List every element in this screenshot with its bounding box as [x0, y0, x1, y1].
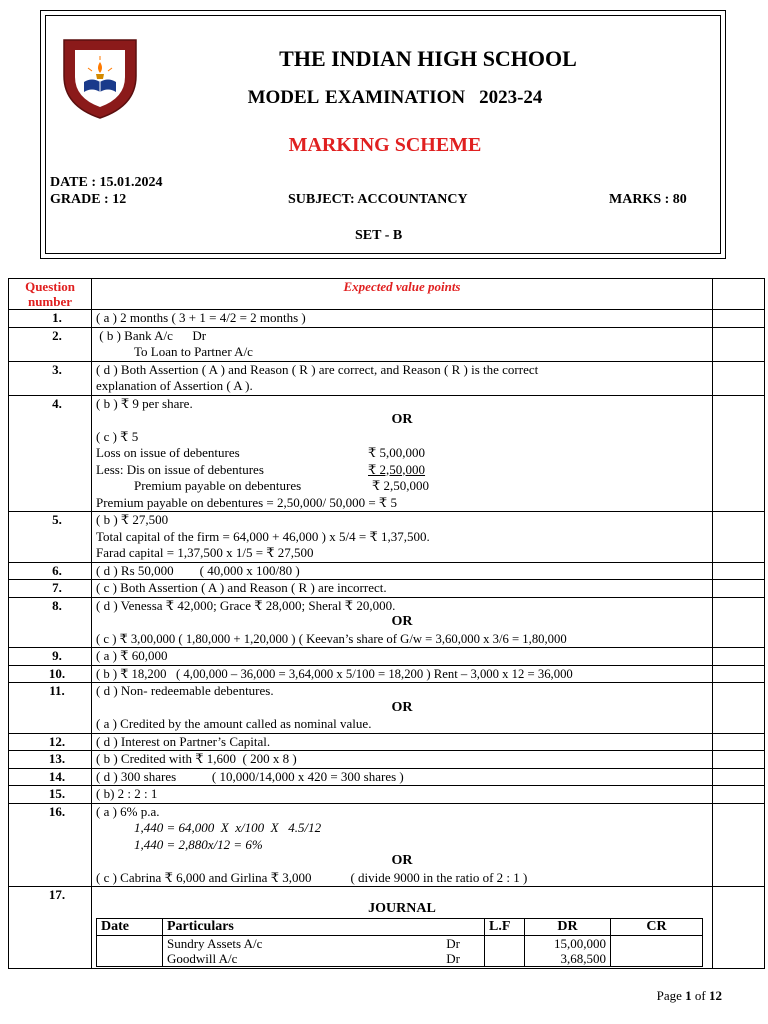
question-number: 6. [9, 562, 92, 580]
table-row [9, 562, 765, 580]
marks-cell [713, 768, 765, 786]
max-marks: MARKS : 80 [609, 192, 687, 207]
answer: ( a ) ₹ 60,000 [92, 648, 713, 666]
table-header-row [9, 279, 765, 310]
answer: ( d ) Non- redeemable debentures. OR ( a ) Credited by the amount called as nominal value. [92, 683, 713, 734]
question-number: 4. [9, 395, 92, 512]
answer: ( d ) Interest on Partner’s Capital. [92, 733, 713, 751]
subject: SUBJECT: ACCOUNTANCY [288, 192, 468, 207]
exam-name: MODEL EXAMINATION [247, 87, 466, 108]
question-number: 16. [9, 803, 92, 887]
marks-cell [713, 562, 765, 580]
table-row [9, 580, 765, 598]
question-number: 13. [9, 751, 92, 769]
table-row [9, 887, 765, 969]
answer: ( b ) ₹ 27,500 Total capital of the firm = 64,000 + 46,000 ) x 5/4 = ₹ 1,37,500. Farad capital = 1,37,500 x 1/5 = ₹ 27,500 [92, 512, 713, 563]
table-row [9, 512, 765, 563]
table-row [9, 803, 765, 887]
marks-cell [713, 580, 765, 598]
journal-header-row: Date Particulars L.F DR CR [97, 918, 703, 935]
page-number: Page 1 of 12 [656, 988, 722, 1003]
exam-date: DATE : 15.01.2024 [50, 175, 163, 190]
table-row [9, 665, 765, 683]
question-number-header: Question number [9, 279, 92, 310]
answer: ( b) 2 : 2 : 1 [92, 786, 713, 804]
question-number: 17. [9, 887, 92, 969]
table-row [9, 310, 765, 328]
question-number: 1. [9, 310, 92, 328]
marks-cell [713, 597, 765, 648]
table-row [9, 327, 765, 361]
marks-cell [713, 512, 765, 563]
question-number: 7. [9, 580, 92, 598]
exam-title [46, 87, 720, 109]
school-name: THE INDIAN HIGH SCHOOL [279, 46, 577, 71]
marks-cell [713, 327, 765, 361]
marks-cell [713, 887, 765, 969]
exam-year: 2023-24 [479, 87, 543, 108]
table-row [9, 361, 765, 395]
question-number: 14. [9, 768, 92, 786]
journal-table [96, 918, 703, 967]
table-row [9, 768, 765, 786]
grade: GRADE : 12 [50, 192, 127, 207]
question-number: 10. [9, 665, 92, 683]
marking-scheme-title: MARKING SCHEME [288, 134, 482, 156]
set-label: SET - B [355, 228, 403, 243]
journal-title: JOURNAL [368, 901, 436, 916]
table-row [9, 395, 765, 512]
answer: ( b ) Bank A/c Dr To Loan to Partner A/c [92, 327, 713, 361]
answer: ( b ) ₹ 9 per share. OR ( c ) ₹ 5 Loss on issue of debentures ₹ 5,00,000 Less: Dis on issue of debentures ₹ 2,50,000 Premium payable on debentures ₹ 2,50,000 Premium payable on debentures = 2,50,000/ 50,000 = ₹ 5 [92, 395, 713, 512]
marks-cell [713, 733, 765, 751]
table-row [9, 683, 765, 734]
answer: ( d ) Rs 50,000 ( 40,000 x 100/80 ) [92, 562, 713, 580]
marks-cell [713, 310, 765, 328]
answer: ( b ) ₹ 18,200 ( 4,00,000 – 36,000 = 3,64,000 x 5/100 = 18,200 ) Rent – 3,000 x 12 = 36,000 [92, 665, 713, 683]
table-row [9, 648, 765, 666]
marks-cell [713, 803, 765, 887]
value-points-header: Expected value points [92, 279, 713, 310]
question-number: 9. [9, 648, 92, 666]
header-box [40, 10, 726, 259]
marks-column [713, 279, 765, 310]
question-number: 12. [9, 733, 92, 751]
answer: ( c ) Both Assertion ( A ) and Reason ( R ) are incorrect. [92, 580, 713, 598]
marks-cell [713, 648, 765, 666]
header-inner-border [45, 15, 721, 254]
answer: ( d ) 300 shares ( 10,000/14,000 x 420 = 300 shares ) [92, 768, 713, 786]
question-number: 5. [9, 512, 92, 563]
question-number: 2. [9, 327, 92, 361]
journal-row: Sundry Assets A/c Dr Goodwill A/c Dr 15,00,000 3,68,500 [97, 935, 703, 966]
question-number: 11. [9, 683, 92, 734]
question-number: 3. [9, 361, 92, 395]
answer: ( d ) Both Assertion ( A ) and Reason ( R ) are correct, and Reason ( R ) is the correct explanation of Assertion ( A ). [92, 361, 713, 395]
marks-cell [713, 751, 765, 769]
question-number: 8. [9, 597, 92, 648]
table-row [9, 751, 765, 769]
answer: ( a ) 6% p.a. 1,440 = 64,000 X x/100 X 4.5/12 1,440 = 2,880x/12 = 6% OR ( c ) Cabrina ₹ 6,000 and Girlina ₹ 3,000 ( divide 9000 in the ratio of 2 : 1 ) [92, 803, 713, 887]
answer: ( a ) 2 months ( 3 + 1 = 4/2 = 2 months ) [92, 310, 713, 328]
table-row [9, 597, 765, 648]
answer [92, 887, 713, 969]
marks-cell [713, 361, 765, 395]
answer: ( b ) Credited with ₹ 1,600 ( 200 x 8 ) [92, 751, 713, 769]
marks-cell [713, 786, 765, 804]
table-row [9, 733, 765, 751]
marks-cell [713, 395, 765, 512]
marks-cell [713, 665, 765, 683]
question-number: 15. [9, 786, 92, 804]
marks-cell [713, 683, 765, 734]
answer: ( d ) Venessa ₹ 42,000; Grace ₹ 28,000; Sheral ₹ 20,000. OR ( c ) ₹ 3,00,000 ( 1,80,000 + 1,20,000 ) ( Keevan’s share of G/w = 3,60,000 x 3/6 = 1,80,000 [92, 597, 713, 648]
marking-scheme-table [8, 278, 765, 969]
table-row [9, 786, 765, 804]
